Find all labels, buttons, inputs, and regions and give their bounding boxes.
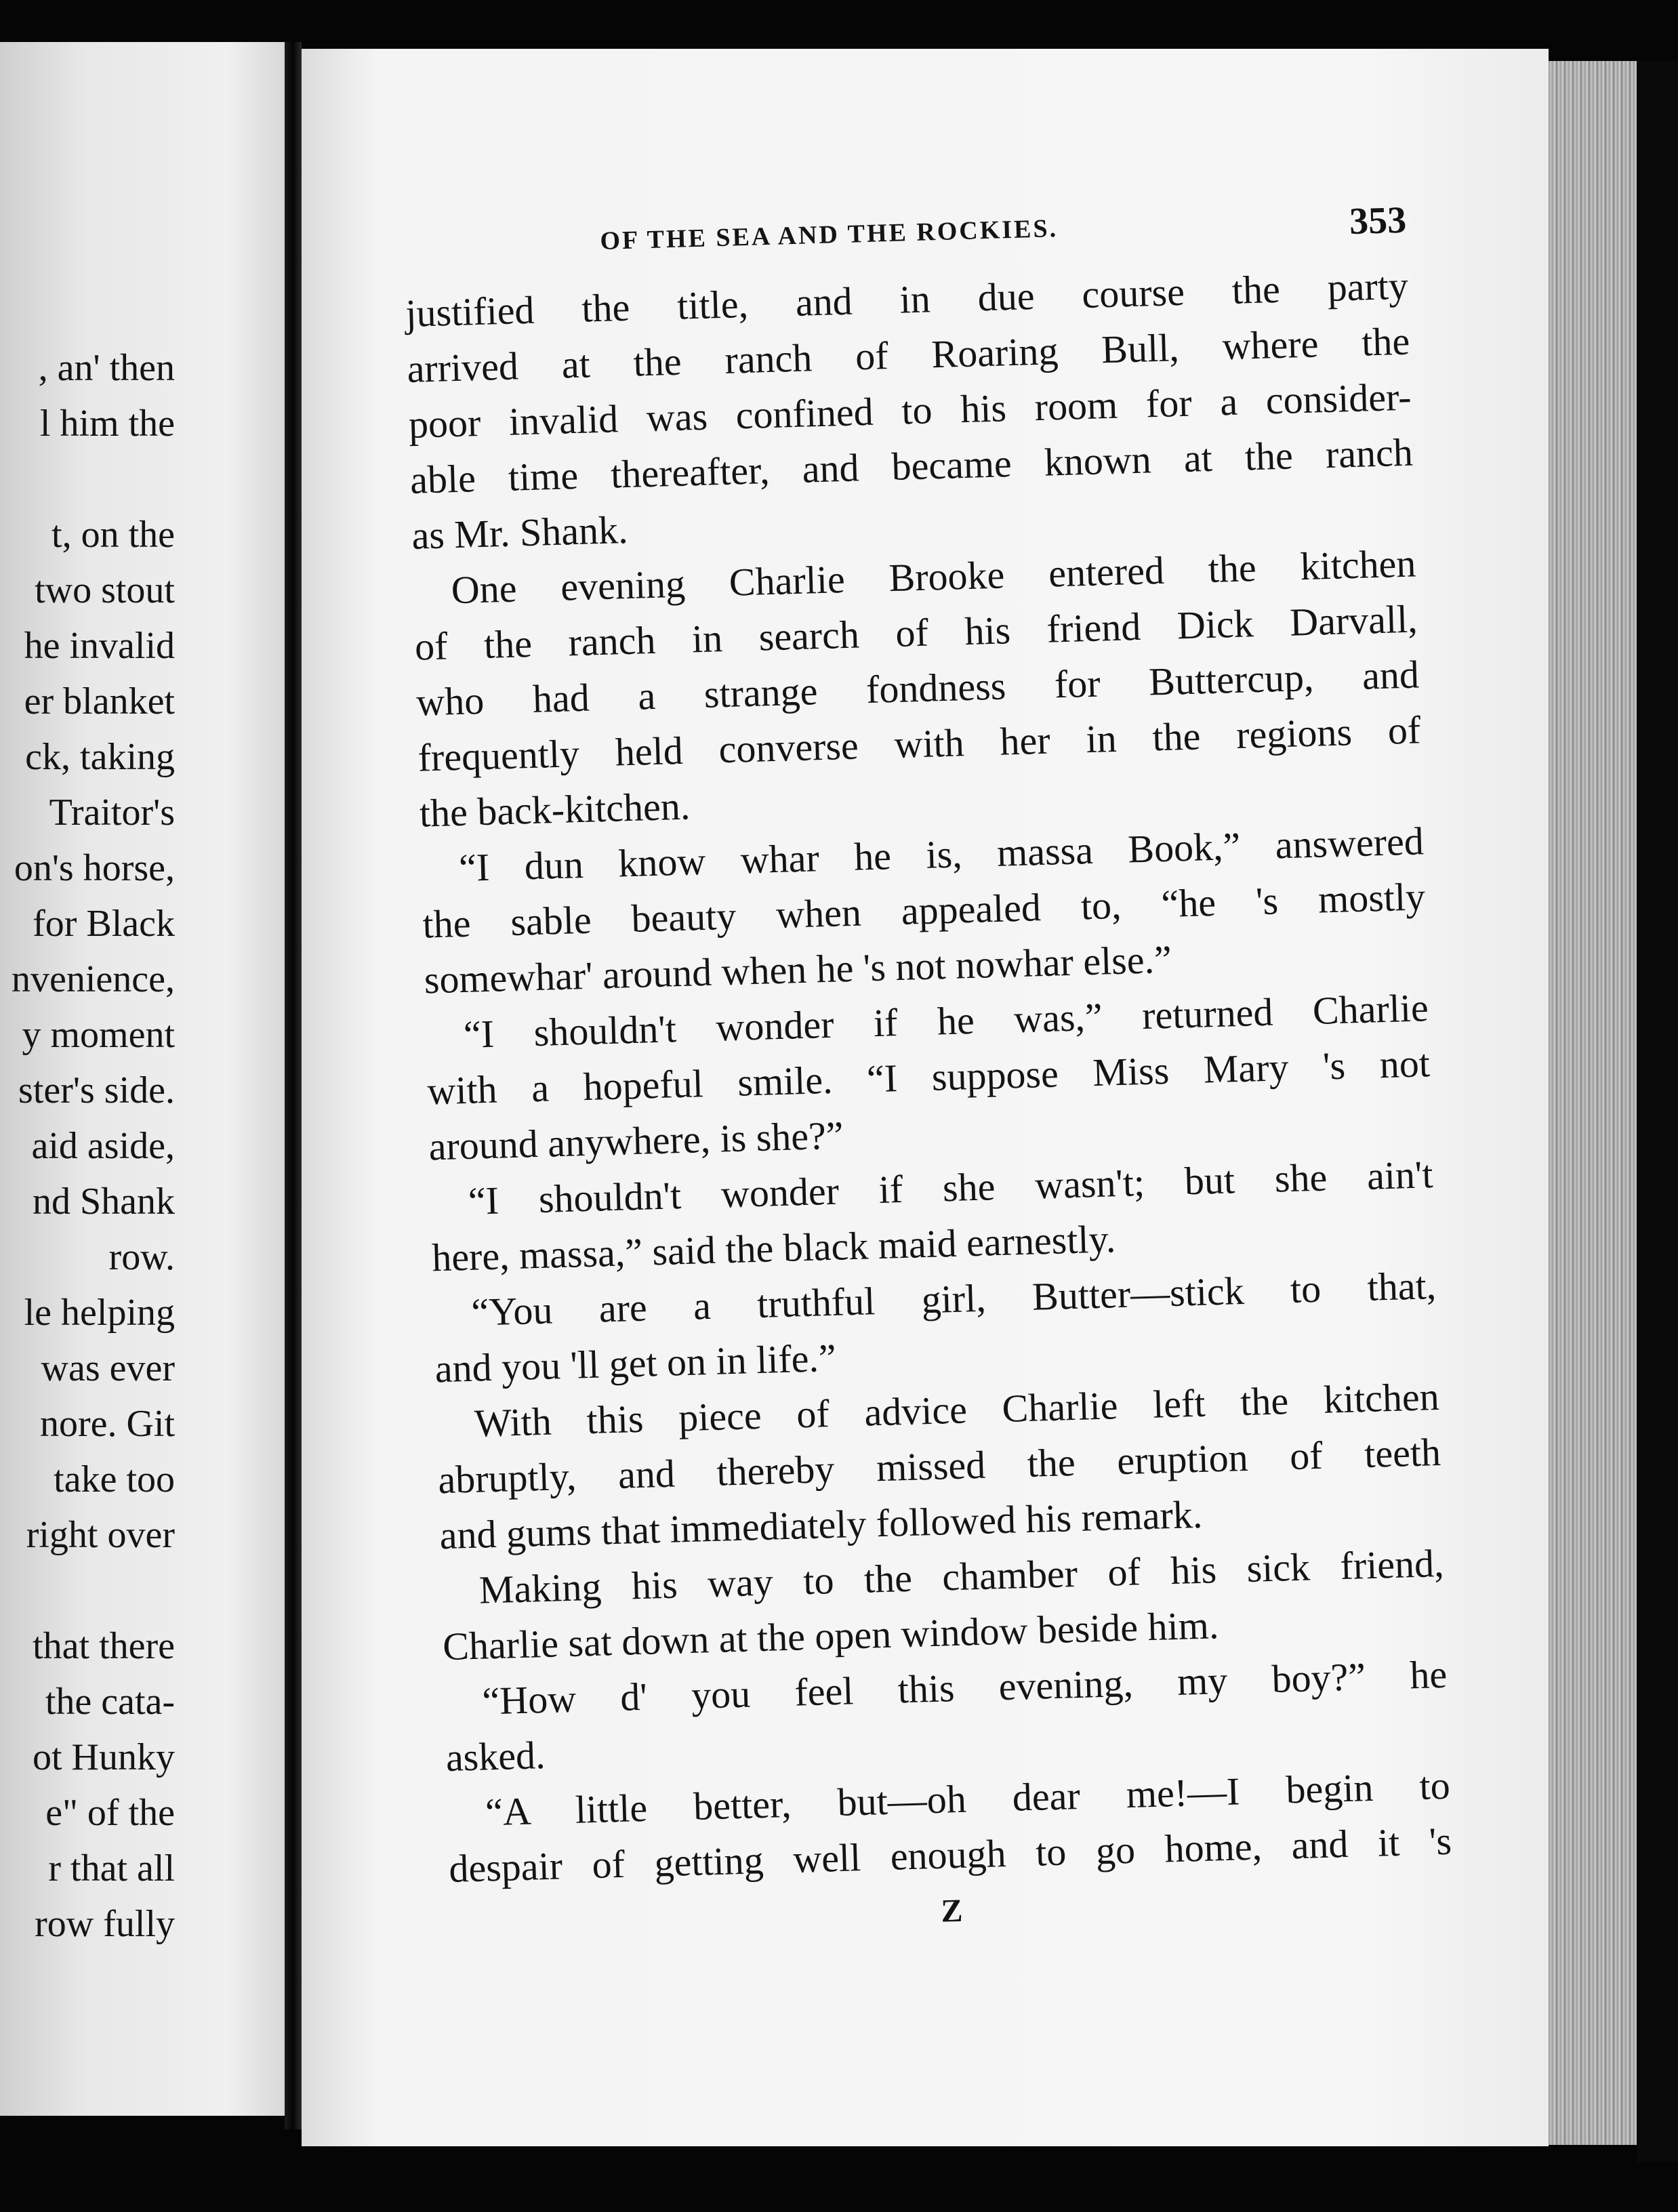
left-line: for Black: [33, 903, 175, 945]
text-line: “I dun know whar he is, massa Book,” answered: [458, 819, 1425, 890]
left-line: he invalid: [24, 625, 175, 667]
right-page: [302, 49, 1549, 2146]
text-line: “I shouldn't wonder if he was,” returned Charlie: [463, 985, 1429, 1057]
left-line: that there: [33, 1625, 175, 1667]
left-line: er blanket: [24, 680, 175, 722]
text-line: frequently held converse with her in the regions of: [417, 708, 1422, 780]
text-line: here, massa,” said the black maid earnestly.: [431, 1216, 1117, 1280]
page-number: 353: [1349, 199, 1407, 243]
text-line: With this piece of advice Charlie left the kitchen: [474, 1374, 1440, 1446]
left-line: t, on the: [52, 514, 175, 556]
running-title: OF THE SEA AND THE ROCKIES.: [599, 214, 1059, 255]
text-line: abruptly, and thereby missed the eruption of teeth: [437, 1429, 1441, 1502]
left-line: aid aside,: [31, 1125, 175, 1167]
left-line: [0, 451, 175, 507]
text-line: Charlie sat down at the open window beside him.: [442, 1603, 1220, 1669]
book-gutter: [285, 42, 302, 2129]
left-line: take too: [54, 1458, 175, 1500]
text-line: “How d' you feel this evening, my boy?” he: [481, 1652, 1448, 1723]
body-text: [405, 258, 1452, 1897]
text-line: able time thereafter, and became known at the ranch: [409, 430, 1414, 502]
left-line: , an' then: [38, 347, 175, 389]
left-line: was ever: [41, 1347, 175, 1389]
left-line: on's horse,: [14, 847, 175, 889]
left-line: nvenience,: [12, 958, 175, 1000]
left-line: ster's side.: [18, 1069, 175, 1111]
left-line: Traitor's: [49, 792, 175, 834]
left-line: nore. Git: [39, 1403, 175, 1445]
text-line: the back-kitchen.: [419, 783, 691, 836]
left-line: r that all: [48, 1847, 175, 1889]
signature-mark: Z: [940, 1892, 964, 1929]
left-line: row.: [108, 1236, 175, 1278]
text-line: and gums that immediately followed his remark.: [438, 1492, 1204, 1558]
text-line: “I shouldn't wonder if she wasn't; but she ain't: [468, 1152, 1434, 1223]
text-line: around anywhere, is she?”: [428, 1113, 844, 1169]
text-line: arrived at the ranch of Roaring Bull, where the: [406, 319, 1410, 391]
scan-dark-margin: [1637, 61, 1678, 2162]
text-line: One evening Charlie Brooke entered the kitchen: [450, 541, 1417, 613]
text-line: poor invalid was confined to his room for a consider-: [408, 374, 1412, 447]
text-line: asked.: [445, 1733, 546, 1780]
left-line: [0, 1563, 175, 1618]
left-line: l him the: [39, 403, 175, 445]
left-line: nd Shank: [33, 1181, 175, 1223]
text-line: somewhar' around when he 's not nowhar else.”: [423, 937, 1172, 1002]
text-line: and you 'll get on in life.”: [434, 1335, 837, 1391]
left-line: row fully: [35, 1903, 175, 1945]
left-page: [0, 42, 285, 2116]
text-line: with a hopeful smile. “I suppose Miss Mary 's not: [426, 1041, 1431, 1113]
page-text-block: [403, 199, 1454, 1944]
text-line: “You are a truthful girl, Butter—stick to that,: [470, 1263, 1437, 1334]
left-page-text: [0, 340, 175, 1952]
page-edge-stack: [1549, 61, 1637, 2145]
text-line: “A little better, but—oh dear me!—I begin to: [485, 1763, 1451, 1835]
left-line: e" of the: [45, 1792, 175, 1834]
left-line: right over: [26, 1514, 175, 1556]
left-line: ck, taking: [25, 736, 175, 778]
left-line: the cata-: [45, 1681, 175, 1723]
text-line: the sable beauty when appealed to, “he 's mostly: [422, 874, 1426, 947]
left-line: ot Hunky: [33, 1736, 175, 1778]
left-line: two stout: [35, 569, 175, 611]
text-line: as Mr. Shank.: [411, 507, 629, 558]
text-line: who had a strange fondness for Buttercup, and: [415, 652, 1420, 724]
left-line: le helping: [24, 1292, 175, 1334]
left-line: y moment: [22, 1014, 175, 1056]
text-line: of the ranch in search of his friend Dick Darvall,: [414, 596, 1418, 669]
text-line: Making his way to the chamber of his sick friend,: [478, 1540, 1445, 1612]
text-line: despair of getting well enough to go home, and it 's: [448, 1818, 1452, 1891]
text-line: justified the title, and in due course the party: [405, 263, 1409, 335]
